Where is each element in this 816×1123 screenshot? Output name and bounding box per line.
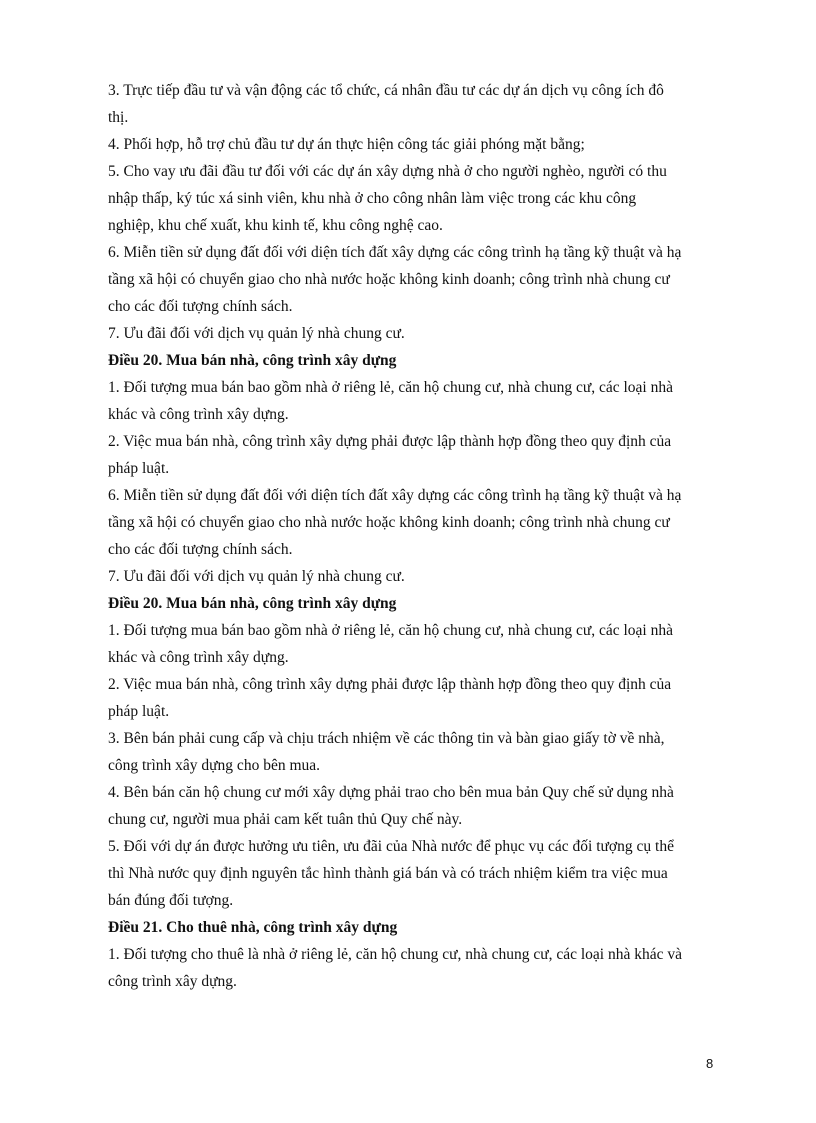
text-line: 5. Đối với dự án được hưởng ưu tiên, ưu đãi của Nhà nước để phục vụ các đối tượng cụ thể xyxy=(108,838,674,855)
document-body xyxy=(108,77,723,995)
text-line: cho các đối tượng chính sách. xyxy=(108,541,293,558)
text-line: công trình xây dựng. xyxy=(108,973,237,990)
text-line: 1. Đối tượng cho thuê là nhà ở riêng lẻ, căn hộ chung cư, nhà chung cư, các loại nhà khác và xyxy=(108,946,682,963)
text-line: khác và công trình xây dựng. xyxy=(108,406,289,423)
text-line: 2. Việc mua bán nhà, công trình xây dựng phải được lập thành hợp đồng theo quy định của xyxy=(108,433,672,450)
article-heading: Điều 20. Mua bán nhà, công trình xây dựng xyxy=(108,595,397,612)
page-number: 8 xyxy=(706,1056,714,1071)
text-line: 5. Cho vay ưu đãi đầu tư đối với các dự án xây dựng nhà ở cho người nghèo, người có thu xyxy=(108,163,667,180)
text-line: khác và công trình xây dựng. xyxy=(108,649,289,666)
text-line: 1. Đối tượng mua bán bao gồm nhà ở riêng lẻ, căn hộ chung cư, nhà chung cư, các loại nhà xyxy=(108,379,673,396)
text-line: bán đúng đối tượng. xyxy=(108,892,234,909)
text-line: 4. Bên bán căn hộ chung cư mới xây dựng phải trao cho bên mua bản Quy chế sử dụng nhà xyxy=(108,784,674,801)
article-heading: Điều 20. Mua bán nhà, công trình xây dựng xyxy=(108,352,397,369)
text-line: nhập thấp, ký túc xá sinh viên, khu nhà ở cho công nhân làm việc trong các khu công xyxy=(108,190,637,207)
text-line: 2. Việc mua bán nhà, công trình xây dựng phải được lập thành hợp đồng theo quy định của xyxy=(108,676,672,693)
text-line: chung cư, người mua phải cam kết tuân thủ Quy chế này. xyxy=(108,811,463,828)
text-line: 7. Ưu đãi đối với dịch vụ quản lý nhà chung cư. xyxy=(108,325,405,342)
article-heading: Điều 21. Cho thuê nhà, công trình xây dựng xyxy=(108,919,398,936)
text-line: tầng xã hội có chuyển giao cho nhà nước hoặc không kinh doanh; công trình nhà chung cư xyxy=(108,514,670,531)
text-line: 4. Phối hợp, hỗ trợ chủ đầu tư dự án thực hiện công tác giải phóng mặt bằng; xyxy=(108,136,585,153)
text-line: thì Nhà nước quy định nguyên tắc hình thành giá bán và có trách nhiệm kiểm tra việc mua xyxy=(108,865,668,882)
text-line: 3. Trực tiếp đầu tư và vận động các tổ chức, cá nhân đầu tư các dự án dịch vụ công ích đô xyxy=(108,82,664,99)
text-line: công trình xây dựng cho bên mua. xyxy=(108,757,321,774)
text-line: thị. xyxy=(108,109,129,126)
text-line: 1. Đối tượng mua bán bao gồm nhà ở riêng lẻ, căn hộ chung cư, nhà chung cư, các loại nhà xyxy=(108,622,673,639)
text-line: tầng xã hội có chuyển giao cho nhà nước hoặc không kinh doanh; công trình nhà chung cư xyxy=(108,271,670,288)
text-line: 6. Miễn tiền sử dụng đất đối với diện tích đất xây dựng các công trình hạ tầng kỹ thuật và hạ xyxy=(108,487,682,504)
text-line: 3. Bên bán phải cung cấp và chịu trách nhiệm về các thông tin và bàn giao giấy tờ về nhà, xyxy=(108,730,665,747)
text-line: 6. Miễn tiền sử dụng đất đối với diện tích đất xây dựng các công trình hạ tầng kỹ thuật và hạ xyxy=(108,244,682,261)
text-line: 7. Ưu đãi đối với dịch vụ quản lý nhà chung cư. xyxy=(108,568,405,585)
text-line: nghiệp, khu chế xuất, khu kinh tế, khu công nghệ cao. xyxy=(108,217,443,234)
text-line: cho các đối tượng chính sách. xyxy=(108,298,293,315)
text-line: pháp luật. xyxy=(108,703,170,720)
text-line: pháp luật. xyxy=(108,460,170,477)
